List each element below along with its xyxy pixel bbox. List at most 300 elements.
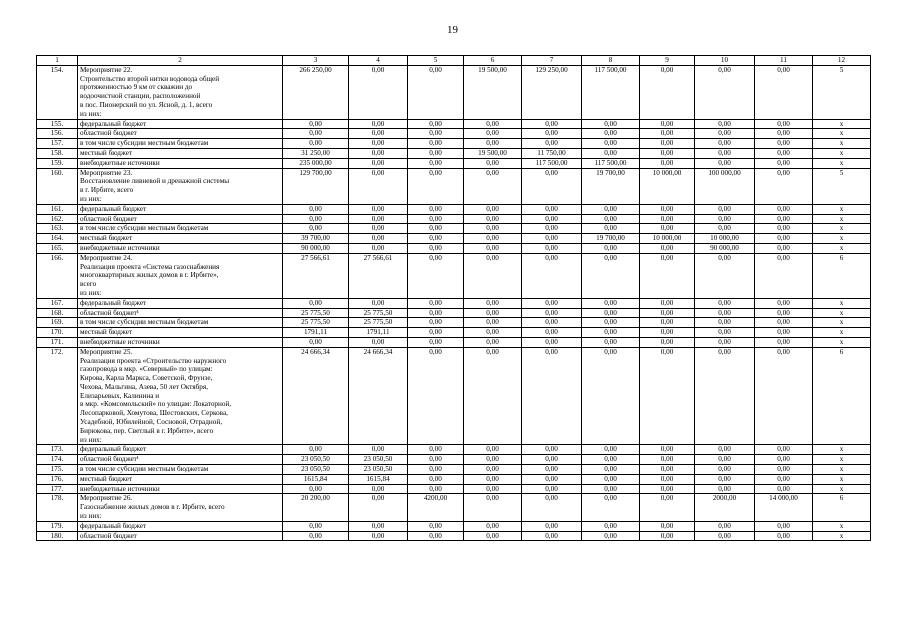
description-line: федеральный бюджет xyxy=(80,298,147,307)
amount-cell: 0,00 xyxy=(464,234,522,244)
description-line: федеральный бюджет xyxy=(80,445,147,454)
amount-cell: 0,00 xyxy=(755,347,813,445)
amount-cell: 0,00 xyxy=(349,521,408,531)
amount-cell: 0,00 xyxy=(408,328,464,338)
amount-cell: 0,00 xyxy=(464,129,522,139)
amount-cell: 0,00 xyxy=(283,119,349,129)
table-row xyxy=(37,243,871,253)
row-description xyxy=(78,148,283,158)
amount-cell: 0,00 xyxy=(640,224,695,234)
table-row xyxy=(37,494,871,521)
row-number: 180. xyxy=(37,531,78,541)
amount-cell: 0,00 xyxy=(695,139,755,149)
amount-cell: 25 775,50 xyxy=(349,308,408,318)
amount-cell: 0,00 xyxy=(408,214,464,224)
amount-cell: 0,00 xyxy=(408,253,464,298)
amount-cell: 31 250,00 xyxy=(283,148,349,158)
description-line: Бирюкова, пер. Светлый в г. Ирбите», всего xyxy=(80,426,214,435)
amount-cell: 0,00 xyxy=(695,253,755,298)
amount-cell: 0,00 xyxy=(640,465,695,475)
amount-cell: 0,00 xyxy=(640,347,695,445)
row-number: 165. xyxy=(37,243,78,253)
amount-cell: 0,00 xyxy=(349,158,408,168)
amount-cell: 0,00 xyxy=(640,531,695,541)
amount-cell: 0,00 xyxy=(695,521,755,531)
description-line: всего xyxy=(80,280,97,289)
amount-cell: 0,00 xyxy=(582,474,640,484)
table-body xyxy=(37,65,871,541)
description-line: местный бюджет xyxy=(80,328,133,337)
table-row xyxy=(37,298,871,308)
row-description xyxy=(78,455,283,465)
target-ref-cell: x xyxy=(813,148,871,158)
amount-cell: 0,00 xyxy=(522,129,582,139)
table-row xyxy=(37,129,871,139)
amount-cell: 0,00 xyxy=(522,347,582,445)
row-description xyxy=(78,139,283,149)
amount-cell: 0,00 xyxy=(349,494,408,521)
row-description xyxy=(78,65,283,119)
amount-cell: 0,00 xyxy=(408,474,464,484)
amount-cell: 0,00 xyxy=(582,243,640,253)
table-row xyxy=(37,168,871,204)
amount-cell: 0,00 xyxy=(408,337,464,347)
amount-cell: 0,00 xyxy=(582,119,640,129)
amount-cell: 0,00 xyxy=(582,337,640,347)
amount-cell: 0,00 xyxy=(582,148,640,158)
amount-cell: 0,00 xyxy=(695,308,755,318)
amount-cell: 0,00 xyxy=(408,531,464,541)
table-row xyxy=(37,308,871,318)
amount-cell: 0,00 xyxy=(408,139,464,149)
amount-cell: 0,00 xyxy=(695,298,755,308)
amount-cell: 0,00 xyxy=(640,129,695,139)
amount-cell: 0,00 xyxy=(522,119,582,129)
target-ref-cell: x xyxy=(813,474,871,484)
amount-cell: 0,00 xyxy=(755,224,813,234)
row-description xyxy=(78,224,283,234)
header-cell: 11 xyxy=(755,56,813,66)
description-line: внебюджетные источники xyxy=(80,337,160,346)
amount-cell: 0,00 xyxy=(640,484,695,494)
amount-cell: 0,00 xyxy=(464,204,522,214)
amount-cell: 20 200,00 xyxy=(283,494,349,521)
row-number: 171. xyxy=(37,337,78,347)
amount-cell: 25 775,50 xyxy=(283,308,349,318)
row-number: 168. xyxy=(37,308,78,318)
amount-cell: 0,00 xyxy=(522,168,582,204)
target-ref-cell: x xyxy=(813,298,871,308)
amount-cell: 0,00 xyxy=(640,328,695,338)
amount-cell: 0,00 xyxy=(522,494,582,521)
amount-cell: 0,00 xyxy=(408,204,464,214)
amount-cell: 0,00 xyxy=(283,298,349,308)
amount-cell: 0,00 xyxy=(640,204,695,214)
table-row xyxy=(37,474,871,484)
target-ref-cell: x xyxy=(813,119,871,129)
amount-cell: 129 700,00 xyxy=(283,168,349,204)
row-description xyxy=(78,494,283,521)
description-line: Реализация проекта «Строительство наружного xyxy=(80,356,227,365)
table-row xyxy=(37,531,871,541)
amount-cell: 0,00 xyxy=(349,129,408,139)
amount-cell: 0,00 xyxy=(522,308,582,318)
amount-cell: 0,00 xyxy=(522,204,582,214)
row-number: 174. xyxy=(37,455,78,465)
amount-cell: 0,00 xyxy=(640,139,695,149)
amount-cell: 0,00 xyxy=(464,494,522,521)
target-ref-cell: x xyxy=(813,234,871,244)
amount-cell: 0,00 xyxy=(640,298,695,308)
target-ref-cell: x xyxy=(813,484,871,494)
amount-cell: 0,00 xyxy=(695,204,755,214)
amount-cell: 0,00 xyxy=(464,531,522,541)
amount-cell: 0,00 xyxy=(755,148,813,158)
row-description xyxy=(78,521,283,531)
amount-cell: 0,00 xyxy=(755,234,813,244)
amount-cell: 0,00 xyxy=(522,224,582,234)
row-number: 159. xyxy=(37,158,78,168)
amount-cell: 10 000,00 xyxy=(640,234,695,244)
amount-cell: 0,00 xyxy=(582,465,640,475)
amount-cell: 0,00 xyxy=(640,455,695,465)
amount-cell: 0,00 xyxy=(582,318,640,328)
amount-cell: 1615,84 xyxy=(283,474,349,484)
amount-cell: 0,00 xyxy=(349,484,408,494)
row-number: 154. xyxy=(37,65,78,119)
header-cell: 3 xyxy=(283,56,349,66)
amount-cell: 0,00 xyxy=(582,328,640,338)
amount-cell: 4200,00 xyxy=(408,494,464,521)
amount-cell: 1615,84 xyxy=(349,474,408,484)
amount-cell: 0,00 xyxy=(349,224,408,234)
table-row xyxy=(37,253,871,298)
description-line: Мероприятие 25. xyxy=(80,347,133,356)
amount-cell: 0,00 xyxy=(582,139,640,149)
row-number: 155. xyxy=(37,119,78,129)
row-number: 164. xyxy=(37,234,78,244)
description-line: многоквартирных жилых домов в г. Ирбите», xyxy=(80,271,219,280)
amount-cell: 0,00 xyxy=(755,521,813,531)
amount-cell: 0,00 xyxy=(283,484,349,494)
amount-cell: 27 566,61 xyxy=(283,253,349,298)
description-line: областной бюджет xyxy=(80,214,137,223)
amount-cell: 0,00 xyxy=(522,465,582,475)
amount-cell: 14 000,00 xyxy=(755,494,813,521)
amount-cell: 0,00 xyxy=(464,298,522,308)
row-description xyxy=(78,243,283,253)
table-row xyxy=(37,445,871,455)
description-line: местный бюджет xyxy=(80,474,133,483)
amount-cell: 0,00 xyxy=(755,65,813,119)
amount-cell: 0,00 xyxy=(582,521,640,531)
amount-cell: 0,00 xyxy=(582,308,640,318)
table-row xyxy=(37,204,871,214)
amount-cell: 0,00 xyxy=(522,484,582,494)
amount-cell: 0,00 xyxy=(640,243,695,253)
amount-cell: 0,00 xyxy=(640,337,695,347)
description-line: Кирова, Карла Маркса, Советской, Фрунзе, xyxy=(80,374,213,383)
target-ref-cell: 6 xyxy=(813,494,871,521)
description-line: газопровода в мкр. «Северный» по улицам: xyxy=(80,365,213,374)
amount-cell: 0,00 xyxy=(349,119,408,129)
description-line: внебюджетные источники xyxy=(80,243,160,252)
amount-cell: 24 666,34 xyxy=(283,347,349,445)
amount-cell: 19 700,00 xyxy=(582,168,640,204)
amount-cell: 0,00 xyxy=(349,148,408,158)
amount-cell: 0,00 xyxy=(408,347,464,445)
amount-cell: 0,00 xyxy=(755,139,813,149)
header-cell: 5 xyxy=(408,56,464,66)
description-line: Чехова, Мальгина, Азева, 50 лет Октября, xyxy=(80,382,208,391)
amount-cell: 0,00 xyxy=(464,308,522,318)
target-ref-cell: 6 xyxy=(813,347,871,445)
amount-cell: 0,00 xyxy=(755,298,813,308)
amount-cell: 0,00 xyxy=(695,455,755,465)
amount-cell: 0,00 xyxy=(695,148,755,158)
page-number: 19 xyxy=(447,24,458,36)
amount-cell: 0,00 xyxy=(695,224,755,234)
amount-cell: 0,00 xyxy=(755,337,813,347)
target-ref-cell: x xyxy=(813,308,871,318)
amount-cell: 0,00 xyxy=(695,328,755,338)
row-description xyxy=(78,298,283,308)
target-ref-cell: 5 xyxy=(813,168,871,204)
description-line: из них: xyxy=(80,194,102,203)
target-ref-cell: 5 xyxy=(813,65,871,119)
amount-cell: 11 750,00 xyxy=(522,148,582,158)
amount-cell: 0,00 xyxy=(755,168,813,204)
amount-cell: 19 700,00 xyxy=(582,234,640,244)
amount-cell: 0,00 xyxy=(582,455,640,465)
amount-cell: 0,00 xyxy=(640,494,695,521)
amount-cell: 0,00 xyxy=(695,158,755,168)
amount-cell: 0,00 xyxy=(522,474,582,484)
amount-cell: 27 566,61 xyxy=(349,253,408,298)
target-ref-cell: x xyxy=(813,158,871,168)
amount-cell: 0,00 xyxy=(283,214,349,224)
amount-cell: 0,00 xyxy=(755,531,813,541)
amount-cell: 0,00 xyxy=(755,253,813,298)
amount-cell: 0,00 xyxy=(408,65,464,119)
table-row xyxy=(37,318,871,328)
amount-cell: 0,00 xyxy=(582,298,640,308)
amount-cell: 1791,11 xyxy=(283,328,349,338)
amount-cell: 0,00 xyxy=(640,318,695,328)
amount-cell: 0,00 xyxy=(582,204,640,214)
amount-cell: 0,00 xyxy=(640,445,695,455)
amount-cell: 0,00 xyxy=(695,445,755,455)
amount-cell: 0,00 xyxy=(464,474,522,484)
table-row xyxy=(37,65,871,119)
amount-cell: 0,00 xyxy=(755,243,813,253)
amount-cell: 0,00 xyxy=(408,234,464,244)
row-description xyxy=(78,129,283,139)
header-cell: 7 xyxy=(522,56,582,66)
amount-cell: 0,00 xyxy=(408,224,464,234)
row-description xyxy=(78,337,283,347)
amount-cell: 117 500,00 xyxy=(582,65,640,119)
amount-cell: 0,00 xyxy=(695,347,755,445)
amount-cell: 0,00 xyxy=(755,308,813,318)
target-ref-cell: x xyxy=(813,129,871,139)
description-line: Елизарьевых, Калинина и xyxy=(80,391,160,400)
amount-cell: 0,00 xyxy=(695,129,755,139)
amount-cell: 0,00 xyxy=(640,158,695,168)
row-number: 162. xyxy=(37,214,78,224)
description-line: федеральный бюджет xyxy=(80,521,147,530)
target-ref-cell: x xyxy=(813,328,871,338)
row-number: 170. xyxy=(37,328,78,338)
amount-cell: 266 250,00 xyxy=(283,65,349,119)
description-line: Лесопарковой, Хомутова, Шестовских, Серкова, xyxy=(80,409,228,418)
row-number: 163. xyxy=(37,224,78,234)
amount-cell: 23 050,50 xyxy=(349,465,408,475)
description-line: в том числе субсидии местным бюджетам xyxy=(80,318,209,327)
table-header-row xyxy=(37,56,871,66)
description-line: Мероприятие 23. xyxy=(80,168,133,177)
target-ref-cell: 6 xyxy=(813,253,871,298)
amount-cell: 90 000,00 xyxy=(695,243,755,253)
description-line: из них: xyxy=(80,512,102,521)
amount-cell: 0,00 xyxy=(408,445,464,455)
amount-cell: 0,00 xyxy=(522,253,582,298)
row-number: 173. xyxy=(37,445,78,455)
amount-cell: 0,00 xyxy=(582,129,640,139)
amount-cell: 0,00 xyxy=(349,204,408,214)
amount-cell: 0,00 xyxy=(582,445,640,455)
amount-cell: 0,00 xyxy=(640,474,695,484)
amount-cell: 0,00 xyxy=(582,253,640,298)
header-cell: 6 xyxy=(464,56,522,66)
amount-cell: 0,00 xyxy=(349,298,408,308)
header-cell: 2 xyxy=(78,56,283,66)
amount-cell: 0,00 xyxy=(283,224,349,234)
table-row xyxy=(37,158,871,168)
row-description xyxy=(78,328,283,338)
amount-cell: 0,00 xyxy=(755,214,813,224)
amount-cell: 0,00 xyxy=(464,484,522,494)
table-row xyxy=(37,521,871,531)
amount-cell: 0,00 xyxy=(695,484,755,494)
table-row xyxy=(37,224,871,234)
amount-cell: 0,00 xyxy=(640,119,695,129)
amount-cell: 0,00 xyxy=(349,243,408,253)
amount-cell: 1791,11 xyxy=(349,328,408,338)
description-line: в том числе субсидии местным бюджетам xyxy=(80,465,209,474)
description-line: протяженностью 9 км от скважин до xyxy=(80,83,193,92)
description-line: Мероприятие 24. xyxy=(80,253,133,262)
amount-cell: 0,00 xyxy=(582,531,640,541)
row-description xyxy=(78,119,283,129)
description-line: Реализация проекта «Система газоснабжения xyxy=(80,262,220,271)
amount-cell: 0,00 xyxy=(582,224,640,234)
amount-cell: 0,00 xyxy=(464,224,522,234)
amount-cell: 0,00 xyxy=(349,168,408,204)
amount-cell: 0,00 xyxy=(408,465,464,475)
description-line: областной бюджет xyxy=(80,531,137,540)
row-number: 178. xyxy=(37,494,78,521)
amount-cell: 0,00 xyxy=(408,168,464,204)
amount-cell: 0,00 xyxy=(695,474,755,484)
amount-cell: 0,00 xyxy=(464,243,522,253)
amount-cell: 10 000,00 xyxy=(695,234,755,244)
amount-cell: 24 666,34 xyxy=(349,347,408,445)
row-number: 172. xyxy=(37,347,78,445)
amount-cell: 0,00 xyxy=(464,347,522,445)
header-cell: 8 xyxy=(582,56,640,66)
row-description xyxy=(78,484,283,494)
amount-cell: 0,00 xyxy=(408,298,464,308)
target-ref-cell: x xyxy=(813,224,871,234)
row-number: 158. xyxy=(37,148,78,158)
row-number: 160. xyxy=(37,168,78,204)
amount-cell: 0,00 xyxy=(522,337,582,347)
table-row xyxy=(37,148,871,158)
amount-cell: 0,00 xyxy=(640,65,695,119)
description-line: из них: xyxy=(80,109,102,118)
description-line: областной бюджет¹ xyxy=(80,308,139,317)
amount-cell: 117 500,00 xyxy=(522,158,582,168)
row-description xyxy=(78,347,283,445)
description-line: в мкр. «Комсомольский» по улицам: Локаторной, xyxy=(80,400,232,409)
description-line: местный бюджет xyxy=(80,234,133,243)
amount-cell: 90 000,00 xyxy=(283,243,349,253)
table-row xyxy=(37,347,871,445)
header-cell: 12 xyxy=(813,56,871,66)
description-line: внебюджетные источники xyxy=(80,158,160,167)
amount-cell: 10 000,00 xyxy=(640,168,695,204)
amount-cell: 0,00 xyxy=(640,253,695,298)
amount-cell: 0,00 xyxy=(349,65,408,119)
amount-cell: 0,00 xyxy=(522,328,582,338)
row-number: 156. xyxy=(37,129,78,139)
description-line: Усадебной, Юбилейной, Сосновой, Отрадной, xyxy=(80,418,222,427)
target-ref-cell: x xyxy=(813,243,871,253)
target-ref-cell: x xyxy=(813,139,871,149)
description-line: местный бюджет xyxy=(80,148,133,157)
amount-cell: 0,00 xyxy=(522,139,582,149)
amount-cell: 0,00 xyxy=(408,243,464,253)
amount-cell: 0,00 xyxy=(464,214,522,224)
amount-cell: 0,00 xyxy=(464,158,522,168)
description-line: областной бюджет¹ xyxy=(80,455,139,464)
row-description xyxy=(78,234,283,244)
amount-cell: 0,00 xyxy=(283,445,349,455)
amount-cell: 0,00 xyxy=(695,337,755,347)
table-row xyxy=(37,234,871,244)
row-description xyxy=(78,445,283,455)
table-row xyxy=(37,214,871,224)
row-description xyxy=(78,474,283,484)
amount-cell: 0,00 xyxy=(349,531,408,541)
amount-cell: 0,00 xyxy=(283,204,349,214)
description-line: Мероприятие 22. xyxy=(80,65,133,74)
amount-cell: 0,00 xyxy=(695,318,755,328)
amount-cell: 0,00 xyxy=(640,214,695,224)
amount-cell: 0,00 xyxy=(349,139,408,149)
amount-cell: 0,00 xyxy=(283,139,349,149)
amount-cell: 0,00 xyxy=(522,445,582,455)
amount-cell: 0,00 xyxy=(408,318,464,328)
amount-cell: 0,00 xyxy=(695,119,755,129)
table-row xyxy=(37,119,871,129)
amount-cell: 0,00 xyxy=(408,148,464,158)
description-line: из них: xyxy=(80,288,102,297)
amount-cell: 117 500,00 xyxy=(582,158,640,168)
amount-cell: 0,00 xyxy=(464,337,522,347)
amount-cell: 0,00 xyxy=(464,328,522,338)
